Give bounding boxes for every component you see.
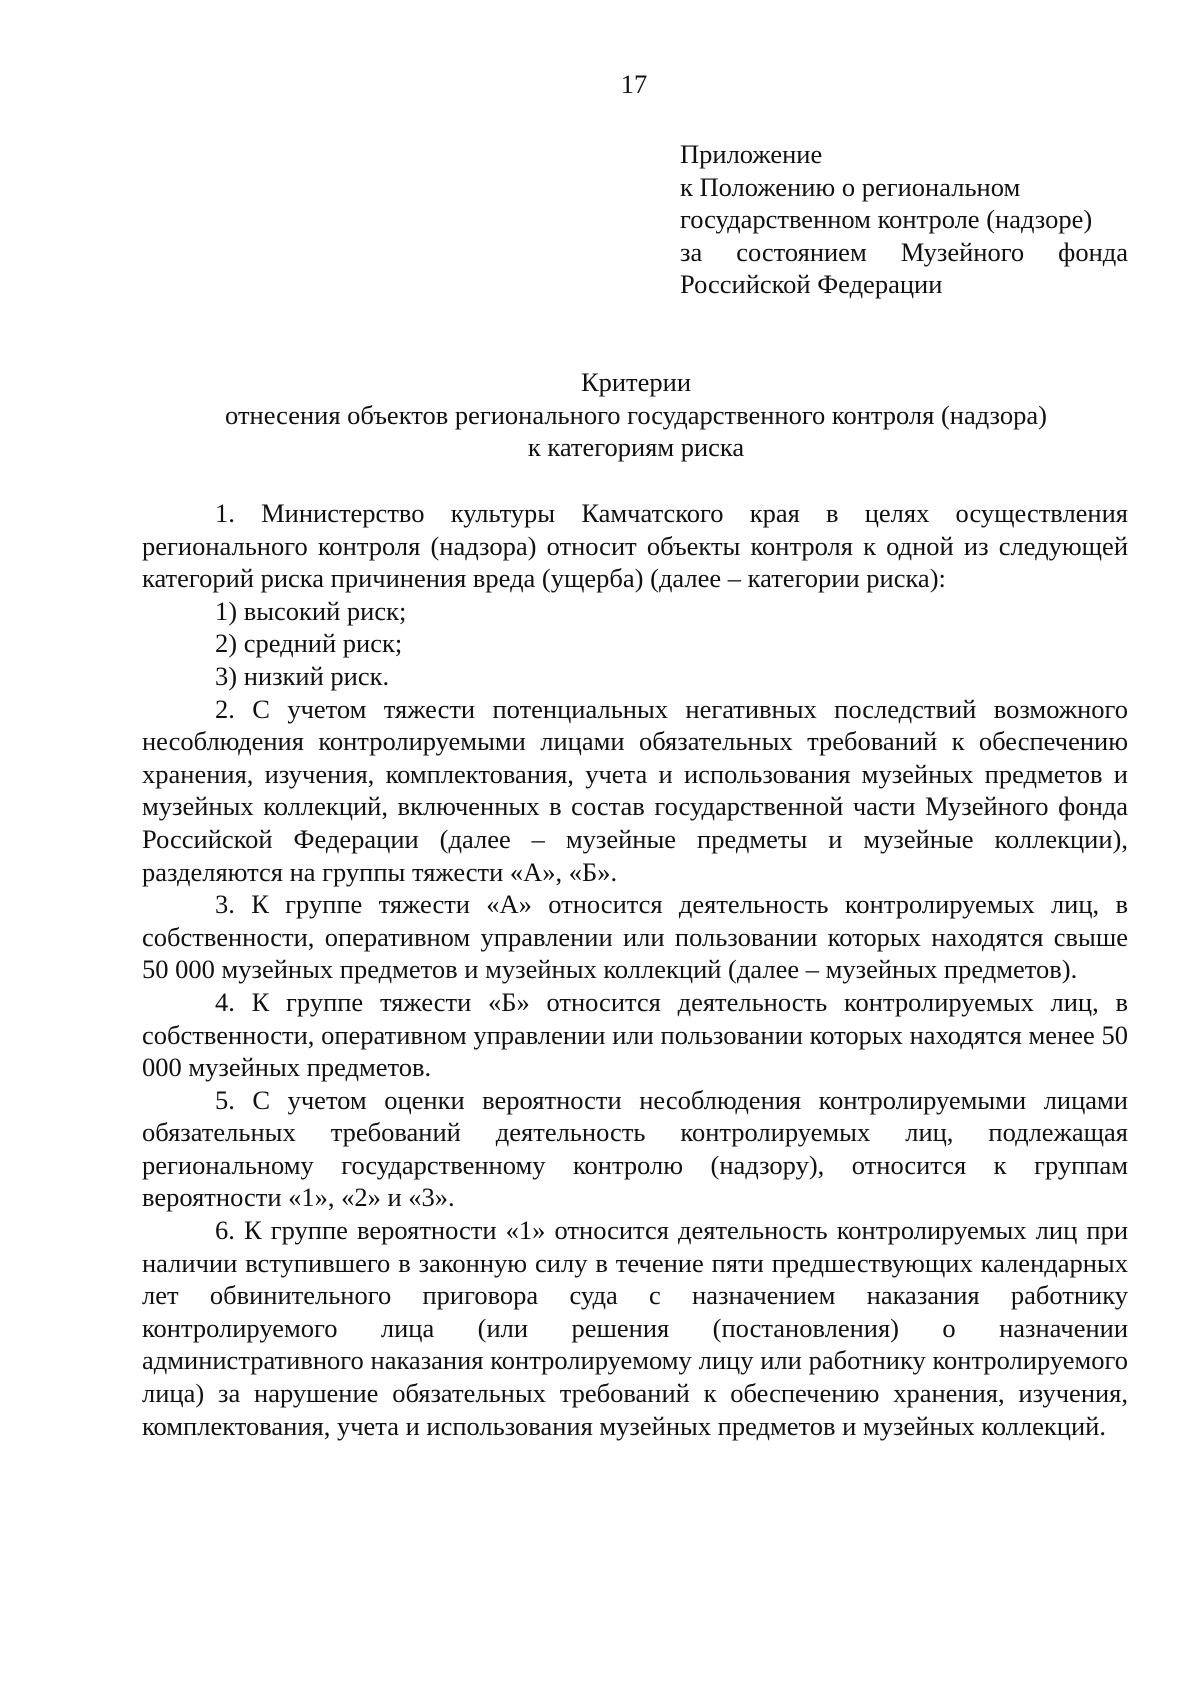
appendix-line: Приложение [680,139,823,169]
appendix-block [680,138,1128,301]
paragraph-5: 5. С учетом оценки вероятности несоблюдения контролируемыми лицами обязательных требований деятельность контролируемых лиц, подлежащая региональному государственному контролю (надзору), относится к группам вероятности «1», «2» и «3». [142,1084,1128,1213]
list-item-medium-risk: 2) средний риск; [215,628,403,659]
paragraph-6: 6. К группе вероятности «1» относится деятельность контролируемых лиц при наличии вступившего в законную силу в течение пяти предшествующих календарных лет обвинительного приговора суда с назначением наказания работнику контролируемого лица (или решения (постановления) о назначении административного наказания контролируемому лицу или работнику контролируемого лица) за нарушение обязательных требований к обеспечению хранения, изучения, комплектования, учета и использования музейных предметов и музейных коллекций. [142,1215,1128,1441]
appendix-line: за состоянием Музейного фонда [680,236,1128,267]
paragraph-4: 4. К группе тяжести «Б» относится деятельность контролируемых лиц, в собственности, оперативном управлении или пользовании которых находятся менее 50 000 музейных предметов. [142,986,1128,1083]
appendix-line: государственном контроле (надзоре) [680,204,1093,235]
paragraph-2: 2. С учетом тяжести потенциальных негативных последствий возможного несоблюдения контролируемыми лицами обязательных требований к обеспечению хранения, изучения, комплектования, учета и использования музейных предметов и музейных коллекций, включенных в состав государственной части Музейного фонда Российской Федерации (далее – музейные предметы и музейные коллекции), разделяются на группы тяжести «А», «Б». [142,693,1128,887]
title-line: к категориям риска [527,432,745,463]
appendix-line: Российской Федерации [680,269,943,300]
list-item-low-risk: 3) низкий риск. [215,660,390,691]
paragraph-1: 1. Министерство культуры Камчатского края в целях осуществления регионального контроля (надзора) относит объекты контроля к одной из следующей категорий риска причинения вреда (ущерба) (далее – категории риска): [142,498,1128,594]
paragraph-3: 3. К группе тяжести «А» относится деятельность контролируемых лиц, в собственности, оперативном управлении или пользовании которых находятся свыше 50 000 музейных предметов и музейных коллекций (далее – музейных предметов). [142,889,1128,985]
page-number: 17 [620,69,648,99]
document-title [142,366,1130,464]
title-line: Критерии [580,367,692,397]
appendix-line: к Положению о региональном [680,171,1021,202]
document-body [142,497,1128,1442]
list-item-high-risk: 1) высокий риск; [215,595,407,626]
title-line: отнесения объектов регионального государственного контроля (надзора) [225,399,1047,430]
